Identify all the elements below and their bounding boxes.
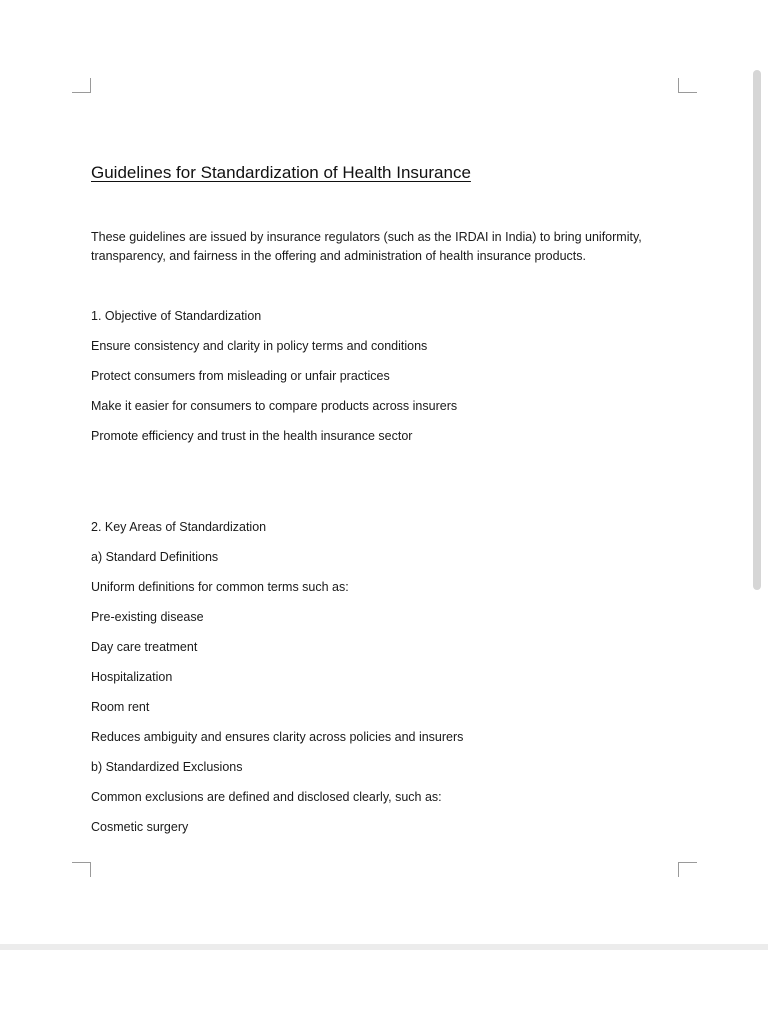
list-item: Room rent	[91, 700, 150, 714]
document-body[interactable]	[91, 160, 656, 848]
list-item: Uniform definitions for common terms such as:	[91, 580, 349, 594]
subsection-heading: a) Standard Definitions	[91, 550, 219, 564]
page-separator	[0, 944, 768, 950]
document-title: Guidelines for Standardization of Health Insurance	[91, 163, 471, 182]
vertical-scrollbar-thumb[interactable]	[753, 70, 761, 590]
list-item: Reduces ambiguity and ensures clarity across policies and insurers	[91, 730, 464, 744]
list-item: Make it easier for consumers to compare products across insurers	[91, 399, 458, 413]
list-item: Day care treatment	[91, 640, 198, 654]
list-item: Protect consumers from misleading or unfair practices	[91, 369, 390, 383]
list-item: Ensure consistency and clarity in policy terms and conditions	[91, 339, 428, 353]
section-key-areas	[91, 518, 656, 848]
list-item: Hospitalization	[91, 670, 173, 684]
intro-paragraph: These guidelines are issued by insurance regulators (such as the IRDAI in India) to bring uniformity, transparency, and fairness in the offering and administration of health insurance products.	[91, 230, 642, 263]
page-margin-marker-top-left	[72, 78, 91, 93]
list-item: Cosmetic surgery	[91, 820, 189, 834]
section-heading: 1. Objective of Standardization	[91, 309, 262, 323]
section-objective	[91, 307, 656, 457]
section-heading: 2. Key Areas of Standardization	[91, 520, 267, 534]
page-margin-marker-bottom-right	[678, 862, 697, 877]
list-item: Pre-existing disease	[91, 610, 204, 624]
page-margin-marker-bottom-left	[72, 862, 91, 877]
list-item: Common exclusions are defined and disclosed clearly, such as:	[91, 790, 442, 804]
list-item: Promote efficiency and trust in the health insurance sector	[91, 429, 413, 443]
subsection-heading: b) Standardized Exclusions	[91, 760, 243, 774]
page-margin-marker-top-right	[678, 78, 697, 93]
